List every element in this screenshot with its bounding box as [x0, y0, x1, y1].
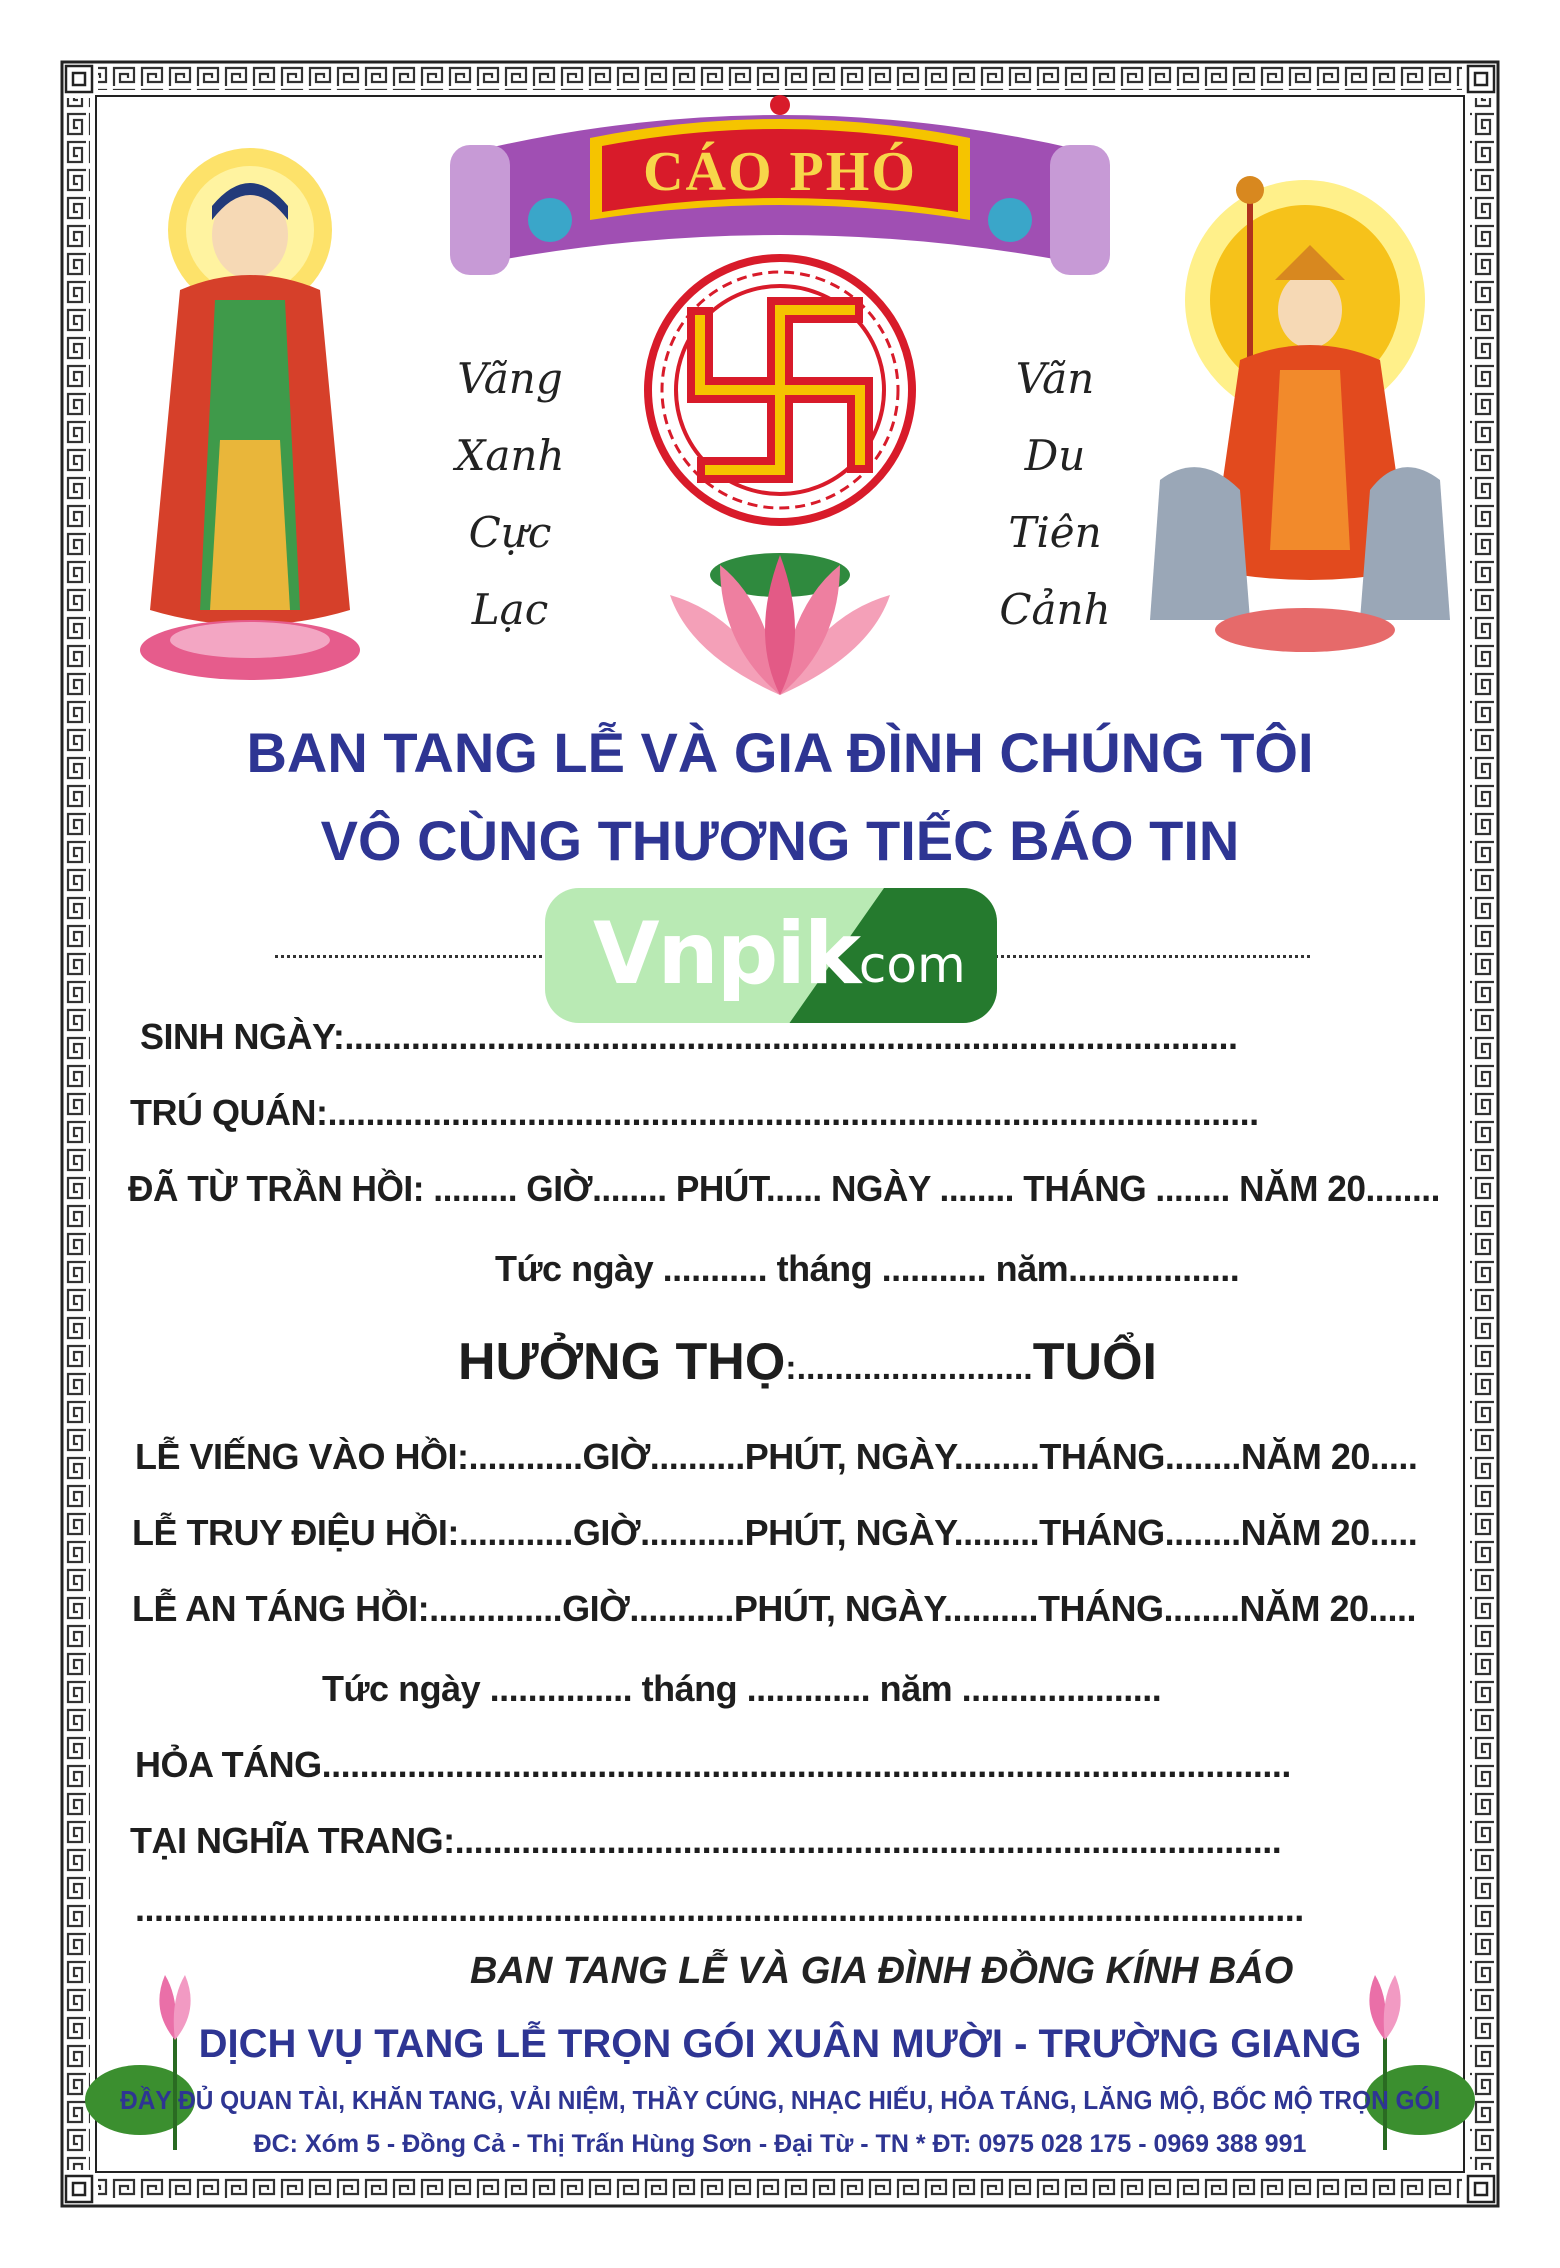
row-tuc-ngay-2: Tức ngày ............... tháng ............. năm ..................... — [322, 1668, 1162, 1709]
row-le-truy-dieu: LỄ TRUY ĐIỆU HỒI:............GIỜ...........PHÚT, NGÀY.........THÁNG........NĂM 20..... — [132, 1512, 1418, 1553]
left-verse — [420, 340, 600, 648]
lotus-flower-illustration — [650, 535, 910, 705]
row-hoa-tang: HỎA TÁNG...................................................................................................... — [135, 1744, 1291, 1785]
closing-line: BAN TANG LỄ VÀ GIA ĐÌNH ĐỒNG KÍNH BÁO — [470, 1950, 1294, 1992]
row-dots-line: ........................................................................................................................... — [135, 1888, 1304, 1929]
swastika-emblem — [640, 250, 920, 530]
row-le-an-tang: LỄ AN TÁNG HỒI:..............GIỜ...........PHÚT, NGÀY..........THÁNG........NĂM 20..... — [132, 1588, 1416, 1629]
huong-tho-dots: :......................... — [785, 1349, 1033, 1387]
buddha-amitabha-illustration — [110, 140, 390, 700]
row-le-vieng: LỄ VIẾNG VÀO HỒI:............GIỜ..........PHÚT, NGÀY.........THÁNG........NĂM 20..... — [135, 1436, 1418, 1477]
right-verse-line: Tiên — [1008, 508, 1102, 557]
huong-tho-label: HƯỞNG THỌ — [458, 1333, 786, 1391]
headline-line-2: VÔ CÙNG THƯƠNG TIẾC BÁO TIN — [320, 809, 1240, 872]
row-nghia-trang: TẠI NGHĨA TRANG:....................................................................................... — [130, 1820, 1282, 1861]
left-verse-line: Lạc — [471, 585, 549, 634]
tuoi-label: TUỔI — [1032, 1333, 1157, 1391]
left-verse-line: Cực — [468, 508, 552, 557]
row-huong-tho — [458, 1332, 1157, 1392]
right-verse-line: Cảnh — [999, 585, 1111, 634]
right-verse-line: Vãn — [1015, 354, 1095, 403]
left-verse-line: Vãng — [457, 354, 563, 403]
right-verse-line: Du — [1024, 431, 1086, 480]
row-sinh-ngay: SINH NGÀY:.............................................................................................. — [140, 1016, 1238, 1057]
watermark-suffix: .com — [843, 936, 966, 994]
footer-address: ĐC: Xóm 5 - Đồng Cả - Thị Trấn Hùng Sơn - Đại Từ - TN * ĐT: 0975 028 175 - 0969 388 991 — [253, 2130, 1307, 2158]
footer-company: DỊCH VỤ TANG LỄ TRỌN GÓI XUÂN MƯỜI - TRƯỜNG GIANG — [198, 2022, 1362, 2066]
watermark-badge — [545, 888, 997, 1023]
row-tuc-ngay-1: Tức ngày ........... tháng ........... năm.................. — [495, 1248, 1240, 1289]
headline-line-1: BAN TANG LỄ VÀ GIA ĐÌNH CHÚNG TÔI — [246, 721, 1314, 784]
bodhisattva-ksitigarbha-illustration — [1140, 150, 1460, 670]
row-da-tu-tran: ĐÃ TỪ TRẦN HỒI: ......... GIỜ........ PHÚT...... NGÀY ........ THÁNG ........ NĂM 20........ — [128, 1168, 1440, 1209]
banner-title: CÁO PHÓ — [643, 141, 917, 203]
left-verse-line: Xanh — [455, 431, 565, 480]
watermark-brand: Vnpik — [593, 904, 860, 1004]
footer-services: ĐẦY ĐỦ QUAN TÀI, KHĂN TANG, VẢI NIỆM, THẦY CÚNG, NHẠC HIẾU, HỎA TÁNG, LĂNG MỘ, BỐC MỘ TRỌN GÓI — [119, 2085, 1441, 2115]
row-tru-quan: TRÚ QUÁN:.................................................................................................. — [130, 1092, 1259, 1133]
right-verse — [965, 340, 1145, 648]
